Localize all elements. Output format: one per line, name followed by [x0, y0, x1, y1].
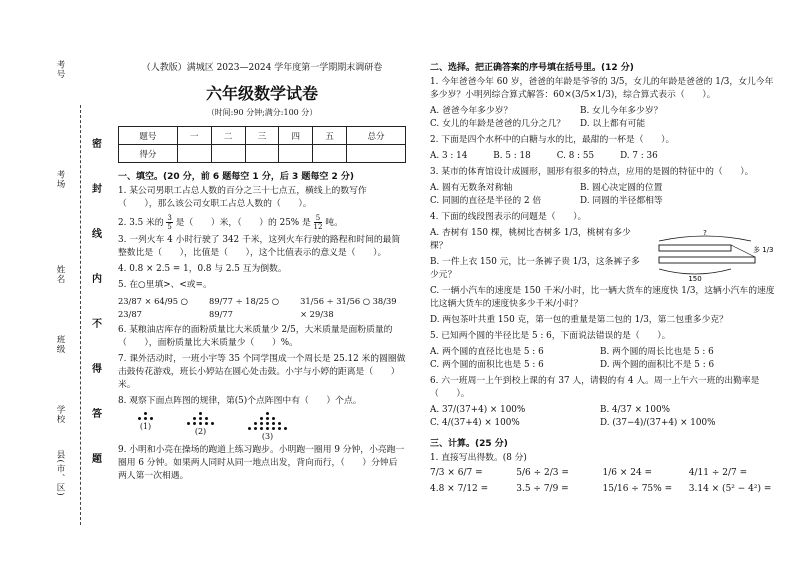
q2-part-a: 2. 3.5 米的	[118, 218, 164, 228]
left-column	[118, 60, 406, 483]
choice-1-options	[430, 105, 775, 131]
score-table-header-row	[119, 127, 406, 145]
score-cell	[177, 145, 211, 163]
option-c: C. 女儿的年龄是爸爸的几分之几？	[430, 119, 566, 129]
fill-question-1: 1. 某公司男职工占总人数的百分之三十七点五，横线上的数写作（ ），那么该公司女职工占总人数的（ ）。	[118, 186, 367, 209]
option-d: D. 两个圆的面积比不是 5 : 6	[600, 360, 715, 370]
choice-question-6: 6. 六一班周一上午到校上课的有 37 人，请假的有 4 人。周一上午六一班的出勤率是（ ）。	[430, 376, 760, 399]
exam-header-line: （人教版）满城区 2023—2024 学年度第一学期期末调研卷	[141, 63, 383, 73]
fill-question-4: 4. 0.8 × 2.5 = 1，0.8 与 2.5 互为倒数。	[118, 264, 287, 274]
score-cell	[211, 145, 245, 163]
option-d: D. 以上都有可能	[580, 119, 646, 129]
q2-part-c: 吨。	[325, 218, 343, 228]
seg-label-unknown: ?	[703, 229, 707, 237]
calc-item: 4/11 ÷ 2/7 =	[688, 468, 748, 478]
seal-char-5: 不	[92, 319, 102, 330]
fill-question-9: 9. 小明和小亮在操场的跑道上练习跑步。小明跑一圈用 9 分钟，小亮跑一圈用 6 分钟。如果两人同时从同一地点出发，背向而行，（ ）分钟后两人第一次相遇。	[118, 445, 405, 481]
option-b: B. 女儿今年多少岁？	[580, 106, 663, 116]
fill-question-3: 3. 一列火车 4 小时行驶了 342 千米，这列火车行驶的路程和时间的最简整数比是（ ），比值是（ ），这个比值表示的意义是（ ）。	[118, 235, 401, 258]
right-column	[430, 60, 775, 494]
segment-diagram	[655, 227, 773, 283]
label-banji: 班级	[55, 335, 65, 354]
option-a: A. 杏树有 150 棵，桃树比杏树多 1/3，桃树有多少棵？	[430, 228, 631, 251]
binding-strip	[48, 20, 118, 540]
score-cell	[347, 145, 406, 163]
option-a: A. 3 : 14	[430, 151, 468, 161]
seal-char-8: 题	[92, 454, 102, 465]
compare-item-1: 23/87 × 64/95 ○ 23/87	[118, 296, 188, 319]
score-table-score-row	[119, 145, 406, 163]
fill-question-8: 8. 观察下面点阵图的规律，第(5)个点阵图中有（ ）个点。	[118, 396, 362, 406]
option-b: B. 圆心决定圆的位置	[580, 183, 663, 193]
score-cell	[245, 145, 279, 163]
choice-4-block	[430, 227, 775, 327]
option-b: B. 两个圆的周长比也是 5 : 6	[600, 347, 714, 357]
seal-char-1: 密	[92, 139, 102, 150]
seal-char-6: 得	[92, 364, 102, 375]
compare-item-3: 31/56 ÷ 31/56 ○ 38/39 × 29/38	[300, 296, 397, 319]
score-header-cell: 题号	[119, 127, 178, 145]
choice-question-2: 2. 下面是四个水杯中的白糖与水的比，最甜的一杯是（ ）。	[430, 135, 675, 145]
fill-question-7: 7. 课外活动时，一班小宇等 35 个同学围成一个周长是 25.12 米的圆圈做击鼓传花游戏，班长小婷站在圆心处击鼓。小宇与小婷的距离是（ ）米。	[118, 354, 406, 390]
section-1-heading: 一、填空。(20 分，前 6 题每空 1 分，后 3 题每空 2 分)	[118, 172, 355, 182]
score-table	[118, 126, 406, 163]
section-2-heading: 二、选择。把正确答案的序号填在括号里。(12 分)	[430, 63, 634, 73]
option-b: B. 5 : 18	[493, 151, 531, 161]
calc-subtitle: 1. 直接写出得数。(8 分)	[430, 453, 527, 463]
score-header-cell: 总分	[347, 127, 406, 145]
seal-char-3: 线	[92, 229, 102, 240]
option-a: A. 圆有无数条对称轴	[430, 183, 513, 193]
option-d: D. (37−4)/(37+4) × 100%	[600, 418, 716, 428]
option-c: C. 4/(37+4) × 100%	[430, 418, 520, 428]
score-header-cell: 四	[279, 127, 313, 145]
dot-patterns	[138, 412, 406, 441]
option-c: C. 一辆小汽车的速度是 150 千米/小时，比一辆大货车的速度快 1/3，这辆小汽车的速度比这辆大货车的速度快多少千米/小时？	[430, 286, 775, 309]
option-d: D. 同圆的半径都相等	[580, 196, 663, 206]
option-c: C. 同圆的直径是半径的 2 倍	[430, 196, 542, 206]
compare-items	[118, 295, 406, 321]
seg-label-150: 150	[688, 275, 702, 283]
dot-pattern-label: (3)	[261, 432, 274, 441]
fill-question-5: 5. 在○里填>、<或=。	[118, 280, 212, 290]
fraction-5-12: $\frac{5}{12}$	[313, 214, 323, 231]
dot-pattern-2	[187, 412, 214, 441]
seal-char-4: 内	[92, 274, 102, 285]
calc-item: 7/3 × 6/7 =	[430, 468, 483, 478]
score-cell	[279, 145, 313, 163]
exam-title: 六年级数学试卷	[205, 84, 318, 103]
fill-question-2	[118, 214, 406, 231]
score-header-cell: 五	[313, 127, 347, 145]
option-a: A. 37/(37+4) × 100%	[430, 405, 526, 415]
label-xingming: 姓名	[55, 265, 65, 284]
choice-3-options	[430, 182, 775, 208]
label-kaochang: 考场	[55, 170, 65, 189]
seal-line	[80, 105, 81, 525]
choice-question-3: 3. 某市的体育馆设计成圆形，圆形有很多的特点，应用的是圆的特征中的（ ）。	[430, 167, 754, 177]
fraction-3-5: $\frac{3}{5}$	[167, 214, 172, 231]
option-a: A. 爸爸今年多少岁？	[430, 106, 513, 116]
score-header-cell: 一	[177, 127, 211, 145]
dot-pattern-3	[248, 412, 287, 441]
option-b: B. 一件上衣 150 元，比一条裤子贵 1/3，这条裤子多少元？	[430, 257, 640, 280]
seg-label-more: 多 1/3	[753, 246, 773, 254]
option-a: A. 两个圆的直径比也是 5 : 6	[430, 347, 544, 357]
fill-question-6: 6. 某粮油店库存的面粉质量比大米质量少 2/5，大米质量是面粉质量的（ ），面粉质量比大米质量少（ ）%。	[118, 325, 393, 348]
choice-question-4: 4. 下面的线段图表示的问题是（ ）。	[430, 212, 587, 222]
calc-item: 15/16 ÷ 75% =	[602, 484, 673, 494]
dot-pattern-1	[138, 412, 153, 441]
label-xianqu: 县(市、区)	[55, 450, 65, 497]
choice-5-options	[430, 346, 775, 372]
label-xuexiao: 学校	[55, 405, 65, 424]
section-3-heading: 三、计算。(25 分)	[430, 439, 508, 449]
compare-item-2: 89/77 ÷ 18/25 ○ 89/77	[209, 296, 279, 319]
calc-item: 3.14 × (5² − 4²) =	[688, 484, 772, 494]
option-d: D. 两包茶叶共重 150 克，第一包的重量是第二包的 1/3，第二包重多少克？	[430, 315, 728, 325]
choice-6-options	[430, 404, 775, 430]
option-c: C. 两个圆的面积比也是 5 : 6	[430, 360, 544, 370]
q2-part-b: 是（ ）米，（ ）的 25% 是	[175, 218, 311, 228]
calc-grid	[430, 468, 775, 494]
exam-subtitle: （时间:90 分钟;满分:100 分）	[206, 108, 318, 117]
seal-char-7: 答	[92, 409, 102, 420]
choice-2-options	[430, 150, 775, 163]
score-header-cell: 三	[245, 127, 279, 145]
dot-pattern-label: (2)	[194, 427, 207, 436]
option-c: C. 8 : 55	[556, 151, 595, 161]
score-header-cell: 二	[211, 127, 245, 145]
calc-item: 5/6 ÷ 2/3 =	[516, 468, 569, 478]
dot-pattern-label: (1)	[139, 422, 152, 431]
calc-item: 1/6 × 24 =	[602, 468, 653, 478]
option-b: B. 4/37 × 100%	[600, 405, 670, 415]
score-cell	[313, 145, 347, 163]
choice-question-1: 1. 今年爸爸今年 60 岁，爸爸的年龄是爷爷的 3/5，女儿的年龄是爸爸的 1/3，女儿今年多少岁？小明列综合算式解答：60×(3/5×1/3)，综合算式表示（ ）。	[430, 77, 774, 100]
choice-question-5: 5. 已知两个圆的半径比是 5 : 6，下面说法错误的是（ ）。	[430, 331, 671, 341]
seal-char-2: 封	[92, 184, 102, 195]
label-kaohao: 考号	[55, 60, 65, 79]
option-d: D. 7 : 36	[620, 151, 658, 161]
calc-item: 3.5 ÷ 7/9 =	[516, 484, 569, 494]
score-row-label: 得分	[119, 145, 178, 163]
calc-item: 4.8 × 7/12 =	[430, 484, 489, 494]
